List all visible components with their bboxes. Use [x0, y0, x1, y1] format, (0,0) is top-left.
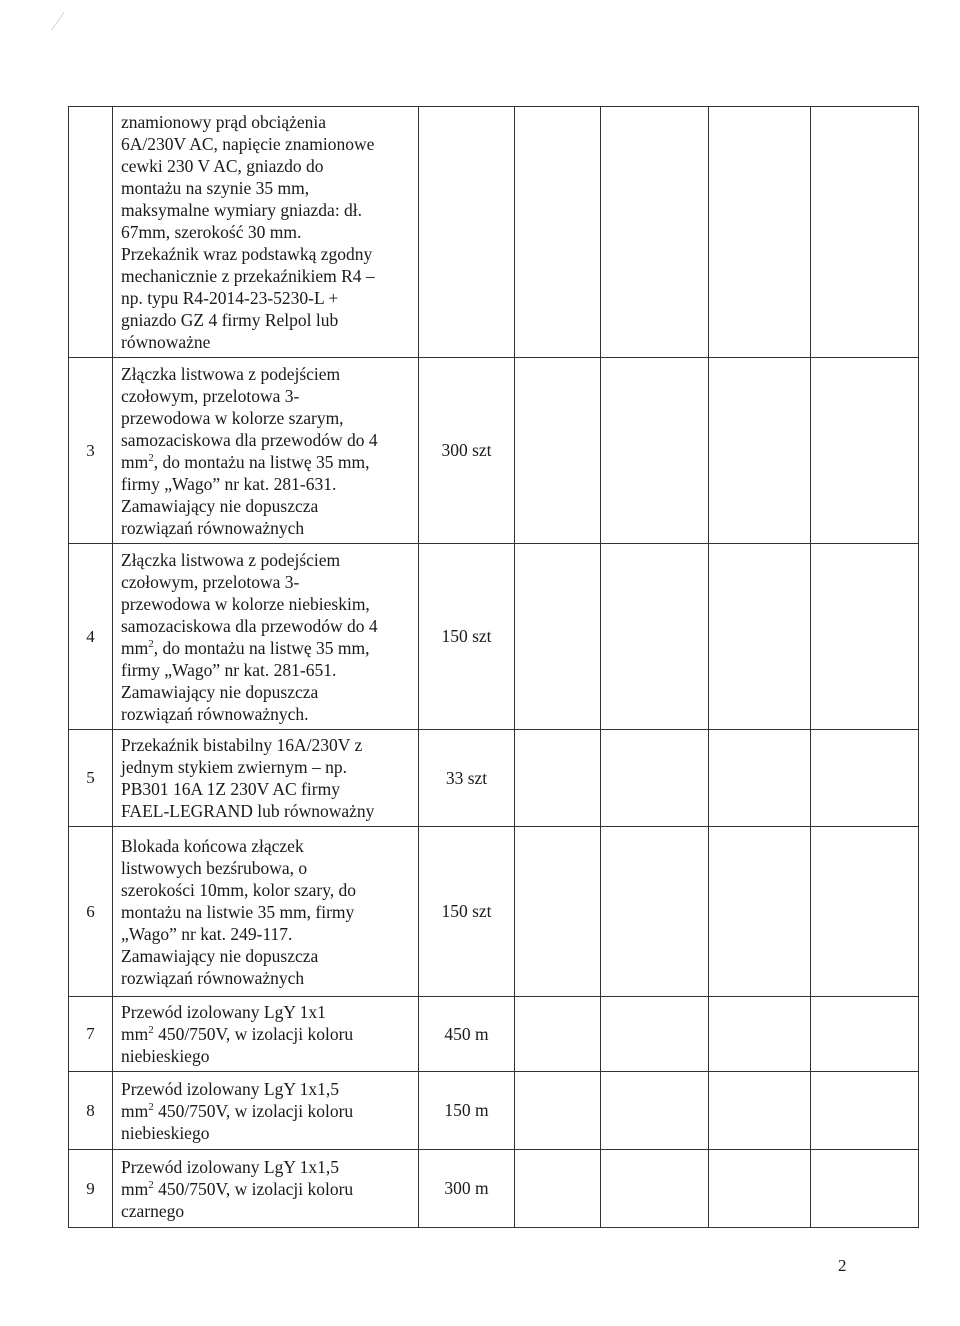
- table-row: [69, 358, 919, 544]
- empty-cell: [709, 1072, 811, 1150]
- description-line: firmy „Wago” nr kat. 281-631.: [121, 473, 337, 494]
- description-line: Złączka listwowa z podejściem: [121, 549, 341, 570]
- table-row: [69, 1150, 919, 1228]
- description-line: $mm^2$, do montażu na listwę 35 mm,: [121, 451, 370, 472]
- description-line: mechanicznie z przekaźnikiem R4 –: [121, 266, 375, 286]
- item-quantity: 33 szt: [419, 730, 515, 827]
- description-line: czołowym, przelotowa 3-: [121, 385, 300, 406]
- description-line: Zamawiający nie dopuszcza: [121, 495, 319, 516]
- description-line: Zamawiający nie dopuszcza: [121, 681, 319, 702]
- table-row: [69, 827, 919, 997]
- description-line: czołowym, przelotowa 3-: [121, 571, 300, 592]
- empty-cell: [709, 358, 811, 544]
- item-quantity: [419, 107, 515, 358]
- scan-artifact: [51, 12, 74, 37]
- empty-cell: [709, 827, 811, 997]
- empty-cell: [811, 107, 919, 358]
- description-line: niebieskiego: [121, 1122, 210, 1143]
- empty-cell: [709, 107, 811, 358]
- description-line: niebieskiego: [121, 1046, 210, 1066]
- row-number: 9: [69, 1150, 113, 1228]
- description-line: czarnego: [121, 1200, 185, 1221]
- description-line: $mm^2$ 450/750V, w izolacji koloru: [121, 1178, 354, 1199]
- row-number: 5: [69, 730, 113, 827]
- row-number: 8: [69, 1072, 113, 1150]
- description-line: rozwiązań równoważnych: [121, 967, 305, 988]
- description-line: Zamawiający nie dopuszcza: [121, 945, 319, 966]
- description-line: przewodowa w kolorze niebieskim,: [121, 593, 370, 614]
- item-quantity: 300 m: [419, 1150, 515, 1228]
- empty-cell: [601, 730, 709, 827]
- empty-cell: [811, 1072, 919, 1150]
- empty-cell: [709, 997, 811, 1072]
- description-line: PB301 16A 1Z 230V AC firmy: [121, 779, 340, 799]
- description-line: $mm^2$, do montażu na listwę 35 mm,: [121, 637, 370, 658]
- item-quantity: 150 szt: [419, 544, 515, 730]
- item-quantity: 300 szt: [419, 358, 515, 544]
- item-quantity: 150 m: [419, 1072, 515, 1150]
- description-line: Przekaźnik bistabilny 16A/230V z: [121, 735, 363, 755]
- empty-cell: [515, 107, 601, 358]
- empty-cell: [601, 107, 709, 358]
- description-line: listwowych bezśrubowa, o: [121, 857, 308, 878]
- empty-cell: [515, 358, 601, 544]
- row-number: 7: [69, 997, 113, 1072]
- empty-cell: [601, 827, 709, 997]
- empty-cell: [515, 1150, 601, 1228]
- description-line: Przewód izolowany LgY 1x1: [121, 1002, 326, 1022]
- empty-cell: [601, 1072, 709, 1150]
- row-number: 6: [69, 827, 113, 997]
- item-description: [113, 997, 419, 1072]
- item-description: [113, 544, 419, 730]
- empty-cell: [709, 730, 811, 827]
- item-description: [113, 1150, 419, 1228]
- empty-cell: [515, 827, 601, 997]
- description-line: Blokada końcowa złączek: [121, 835, 304, 856]
- empty-cell: [811, 997, 919, 1072]
- empty-cell: [811, 1150, 919, 1228]
- description-line: FAEL-LEGRAND lub równoważny: [121, 801, 375, 821]
- description-line: Przewód izolowany LgY 1x1,5: [121, 1156, 340, 1177]
- description-line: samozaciskowa dla przewodów do 4: [121, 615, 378, 636]
- description-line: 67mm, szerokość 30 mm.: [121, 222, 302, 242]
- table-row: [69, 1072, 919, 1150]
- item-description: [113, 107, 419, 358]
- description-line: „Wago” nr kat. 249-117.: [121, 923, 293, 944]
- description-line: rozwiązań równoważnych: [121, 517, 305, 538]
- table-row: [69, 544, 919, 730]
- empty-cell: [601, 358, 709, 544]
- item-description: [113, 358, 419, 544]
- empty-cell: [601, 997, 709, 1072]
- row-number: 3: [69, 358, 113, 544]
- empty-cell: [811, 358, 919, 544]
- description-line: znamionowy prąd obciążenia: [121, 112, 327, 132]
- description-line: montażu na listwie 35 mm, firmy: [121, 901, 355, 922]
- table-row: [69, 107, 919, 358]
- empty-cell: [515, 730, 601, 827]
- row-number: 4: [69, 544, 113, 730]
- item-quantity: 150 szt: [419, 827, 515, 997]
- specification-table: [68, 106, 919, 1228]
- empty-cell: [811, 730, 919, 827]
- empty-cell: [709, 544, 811, 730]
- description-line: jednym stykiem zwiernym – np.: [121, 757, 348, 777]
- item-description: [113, 827, 419, 997]
- table-row: [69, 730, 919, 827]
- description-line: $mm^2$ 450/750V, w izolacji koloru: [121, 1024, 354, 1044]
- empty-cell: [709, 1150, 811, 1228]
- empty-cell: [515, 1072, 601, 1150]
- description-line: przewodowa w kolorze szarym,: [121, 407, 344, 428]
- specification-table-body: [69, 107, 919, 1228]
- description-line: Przewód izolowany LgY 1x1,5: [121, 1078, 340, 1099]
- item-quantity: 450 m: [419, 997, 515, 1072]
- description-line: firmy „Wago” nr kat. 281-651.: [121, 659, 337, 680]
- description-line: rozwiązań równoważnych.: [121, 703, 309, 724]
- description-line: montażu na szynie 35 mm,: [121, 178, 310, 198]
- description-line: np. typu R4-2014-23-5230-L +: [121, 288, 339, 308]
- description-line: $mm^2$ 450/750V, w izolacji koloru: [121, 1100, 354, 1121]
- description-line: samozaciskowa dla przewodów do 4: [121, 429, 378, 450]
- description-line: Złączka listwowa z podejściem: [121, 363, 341, 384]
- empty-cell: [601, 544, 709, 730]
- description-line: cewki 230 V AC, gniazdo do: [121, 156, 324, 176]
- item-description: [113, 730, 419, 827]
- empty-cell: [515, 997, 601, 1072]
- description-line: maksymalne wymiary gniazda: dł.: [121, 200, 363, 220]
- table-row: [69, 997, 919, 1072]
- item-description: [113, 1072, 419, 1150]
- empty-cell: [601, 1150, 709, 1228]
- description-line: szerokości 10mm, kolor szary, do: [121, 879, 357, 900]
- description-line: równoważne: [121, 332, 211, 352]
- empty-cell: [811, 827, 919, 997]
- description-line: gniazdo GZ 4 firmy Relpol lub: [121, 310, 339, 330]
- empty-cell: [515, 544, 601, 730]
- description-line: Przekaźnik wraz podstawką zgodny: [121, 244, 373, 264]
- empty-cell: [811, 544, 919, 730]
- page-number: 2: [838, 1256, 847, 1275]
- description-line: 6A/230V AC, napięcie znamionowe: [121, 134, 375, 154]
- row-number: [69, 107, 113, 358]
